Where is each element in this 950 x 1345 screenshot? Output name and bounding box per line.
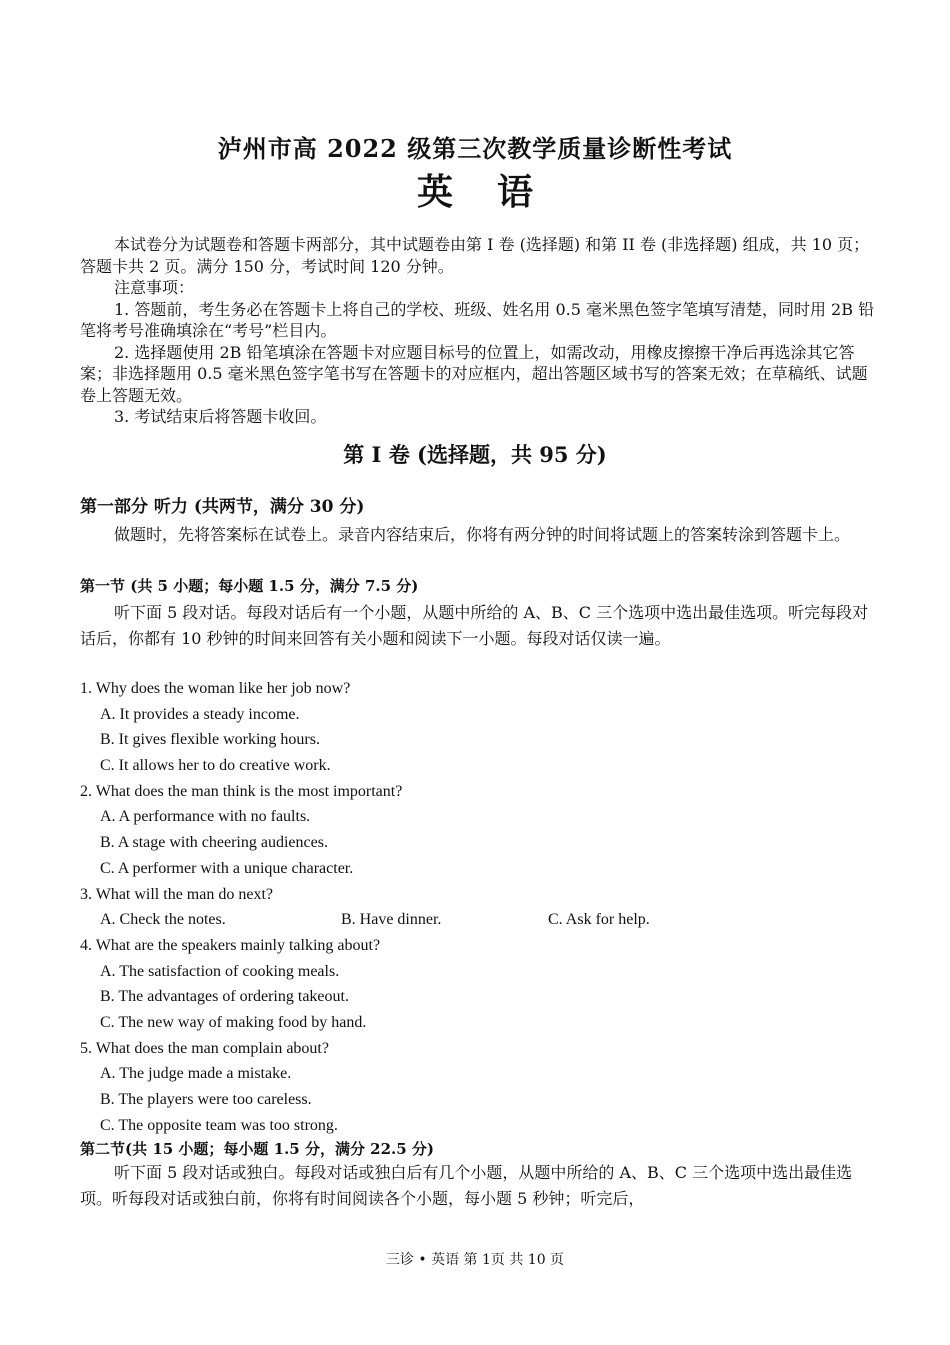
notice-item-1: 1. 答题前，考生务必在答题卡上将自己的学校、班级、姓名用 0.5 毫米黑色签字笔填写清楚，同时用 2B 铅笔将考号准确填涂在“考号”栏目内。 [80, 299, 875, 340]
option-row [80, 907, 880, 933]
section-2-title: 第二节(共 15 小题；每小题 1.5 分，满分 22.5 分) [80, 1140, 435, 1158]
volume-title: 第 I 卷 (选择题，共 95 分) [343, 442, 607, 467]
question-stem: 3. What will the man do next? [80, 885, 273, 903]
option-c: C. It allows her to do creative work. [100, 757, 331, 775]
section-1-intro [80, 600, 880, 652]
option-c: C. Ask for help. [548, 911, 650, 929]
option-b: B. The players were too careless. [100, 1091, 312, 1108]
section-1-intro-text: 听下面 5 段对话。每段对话后有一个小题，从题中所给的 A、B、C 三个选项中选出最佳选项。听完每段对话后，你都有 10 秒钟的时间来回答有关小题和阅读下一小题。每段对话仅读一遍。 [80, 603, 869, 648]
section-2-intro [80, 1160, 880, 1212]
section-2-intro-text: 听下面 5 段对话或独白。每段对话或独白后有几个小题，从题中所给的 A、B、C 三个选项中选出最佳选项。听每段对话或独白前，你将有时间阅读各个小题，每小题 5 秒钟；听完后， [80, 1163, 853, 1208]
instructions-intro: 本试卷分为试题卷和答题卡两部分，其中试题卷由第 I 卷 (选择题) 和第 II 卷 (非选择题) 组成，共 10 页；答题卡共 2 页。满分 150 分，考试时间 120 分钟。 [80, 235, 870, 276]
question-list [80, 676, 880, 1138]
question-1 [80, 676, 880, 779]
option-a: A. A performance with no faults. [100, 808, 311, 826]
option-a: A. Check the notes. [100, 911, 226, 929]
option-a: A. The judge made a mistake. [100, 1065, 292, 1083]
notice-label: 注意事项： [114, 278, 195, 297]
option-a: A. It provides a steady income. [100, 705, 300, 723]
question-stem: 5. What does the man complain about? [80, 1039, 329, 1057]
option-b: B. Have dinner. [341, 911, 442, 929]
notice-item-3: 3. 考试结束后将答题卡收回。 [114, 407, 327, 426]
page-footer: 三诊 • 英语 第 1页 共 10 页 [385, 1252, 565, 1268]
option-b: B. It gives flexible working hours. [100, 731, 320, 749]
option-b: B. The advantages of ordering takeout. [100, 988, 349, 1006]
question-stem: 2. What does the man think is the most important? [80, 782, 403, 800]
part-1-intro [80, 522, 880, 548]
question-5 [80, 1036, 880, 1139]
section-1-title: 第一节 (共 5 小题；每小题 1.5 分，满分 7.5 分) [80, 577, 419, 595]
question-2 [80, 779, 880, 882]
question-stem: 4. What are the speakers mainly talking about? [80, 936, 381, 954]
exam-title: 泸州市高 2022 级第三次教学质量诊断性考试 [217, 134, 733, 163]
option-b: B. A stage with cheering audiences. [100, 834, 328, 852]
notice-item-2: 2. 选择题使用 2B 铅笔填涂在答题卡对应题目标号的位置上，如需改动，用橡皮擦擦干净后再选涂其它答案；非选择题用 0.5 毫米黑色签字笔书写在答题卡的对应框内，超出答题区域书写的答案无效；在草稿纸、试题卷上答题无效。 [80, 342, 868, 405]
question-3 [80, 882, 880, 933]
question-4 [80, 933, 880, 1036]
option-c: C. The new way of making food by hand. [100, 1013, 367, 1031]
option-a: A. The satisfaction of cooking meals. [100, 962, 340, 980]
part-1-intro-text: 做题时，先将答案标在试卷上。录音内容结束后，你将有两分钟的时间将试题上的答案转涂到答题卡上。 [114, 525, 851, 544]
question-stem: 1. Why does the woman like her job now? [80, 680, 351, 697]
option-c: C. The opposite team was too strong. [100, 1116, 338, 1134]
part-1-title: 第一部分 听力 (共两节，满分 30 分) [80, 497, 365, 517]
subject-title: 英语 [416, 171, 577, 213]
option-c: C. A performer with a unique character. [100, 859, 354, 877]
exam-instructions [80, 234, 880, 428]
